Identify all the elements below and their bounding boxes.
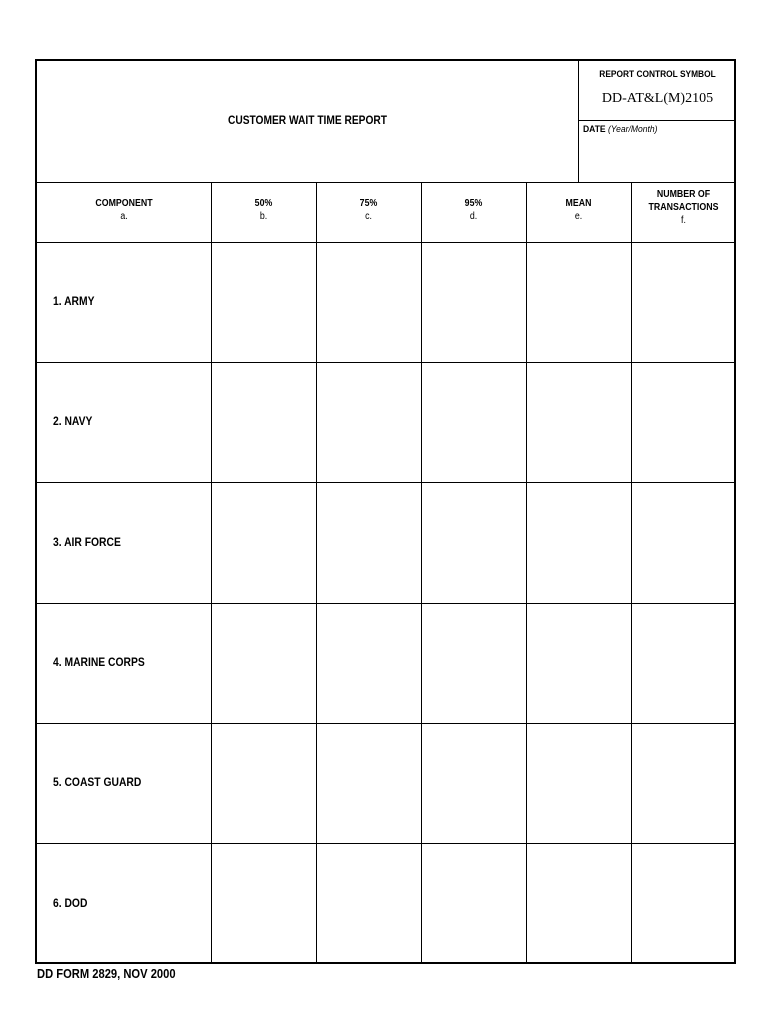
- column-header-95-percent: 95% d.: [464, 198, 483, 222]
- date-label: DATE (Year/Month): [583, 124, 658, 135]
- row-label-marine-corps: 4. MARINE CORPS: [53, 655, 145, 669]
- form-title: CUSTOMER WAIT TIME REPORT: [227, 113, 388, 127]
- column-divider: [211, 182, 212, 964]
- row-label-navy: 2. NAVY: [53, 414, 93, 428]
- report-control-symbol-label: REPORT CONTROL SYMBOL: [599, 69, 716, 80]
- column-header-50-percent: 50% b.: [254, 198, 273, 222]
- column-divider: [631, 182, 632, 964]
- form-title-box: [37, 61, 579, 182]
- column-header-mean: MEAN e.: [565, 198, 592, 222]
- row-label-army: 1. ARMY: [53, 294, 95, 308]
- form-number-footer: DD FORM 2829, NOV 2000: [37, 966, 176, 981]
- report-control-symbol-box: [579, 61, 736, 121]
- column-header-75-percent: 75% c.: [359, 198, 378, 222]
- date-field[interactable]: [579, 121, 736, 182]
- row-label-coast-guard: 5. COAST GUARD: [53, 775, 142, 789]
- column-divider: [421, 182, 422, 964]
- column-header-number-of-transactions: NUMBER OF TRANSACTIONS f.: [648, 189, 719, 226]
- date-hint: (Year/Month): [608, 124, 658, 135]
- customer-wait-time-form: [35, 59, 736, 964]
- column-divider: [526, 182, 527, 964]
- column-divider: [316, 182, 317, 964]
- row-label-dod: 6. DOD: [53, 896, 88, 910]
- row-label-air-force: 3. AIR FORCE: [53, 535, 121, 549]
- column-header-component: COMPONENT a.: [95, 198, 153, 222]
- report-control-symbol-value: DD-AT&L(M)2105: [601, 91, 714, 106]
